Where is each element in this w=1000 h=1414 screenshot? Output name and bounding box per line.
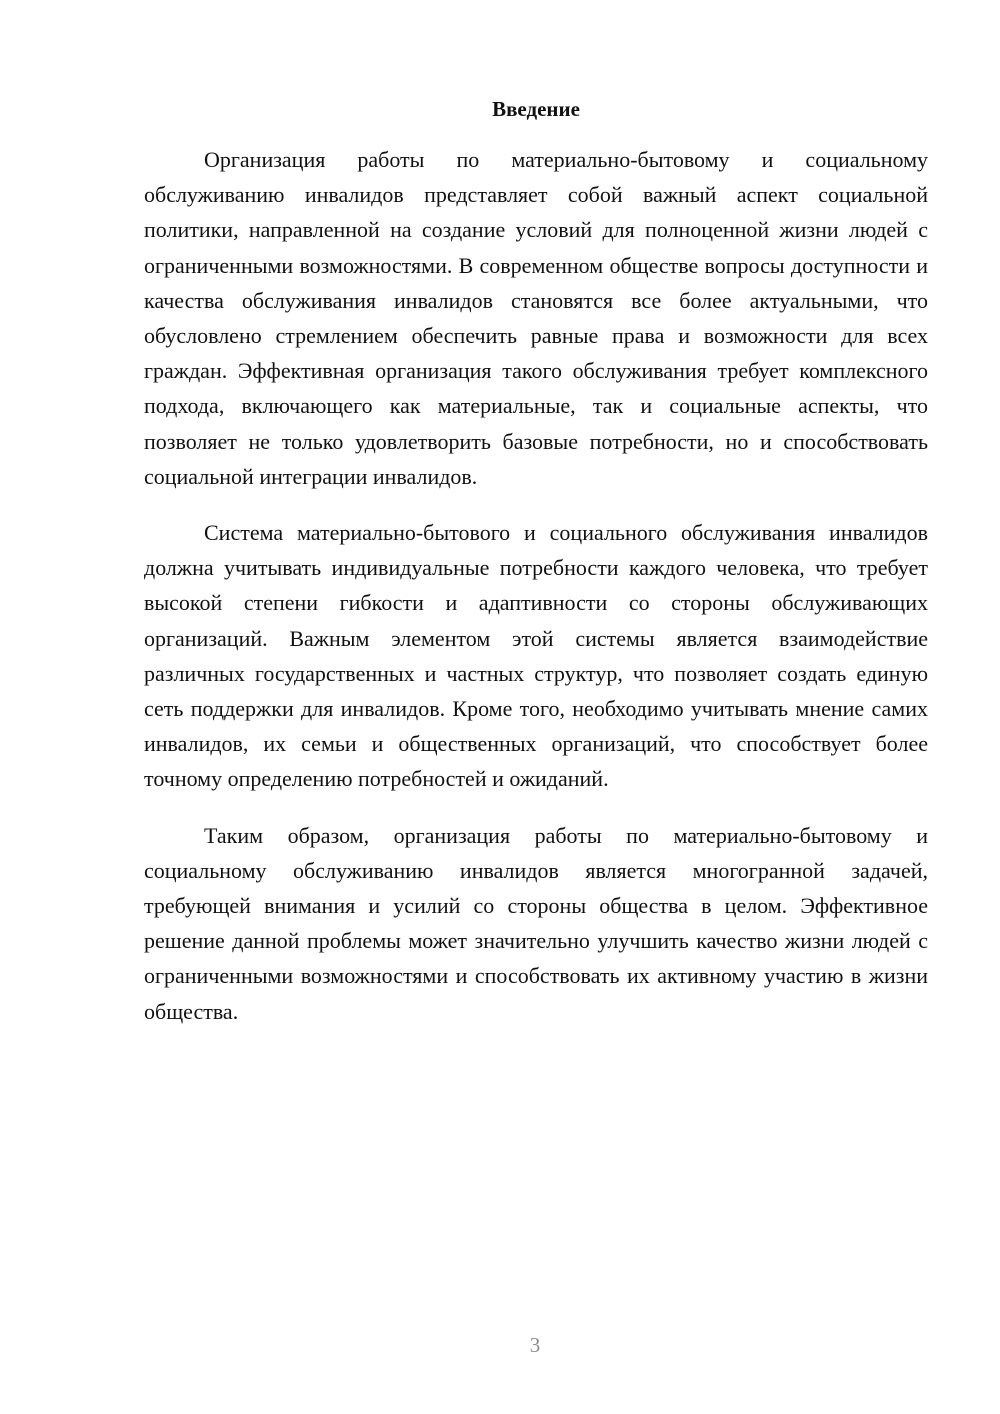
paragraph-intro: Организация работы по материально-бытовому и социальному обслуживанию инвалидов представляет собой важный аспект социальной политики, направленной на создание условий для полноценной жизни людей с ограниченными возможностями. В современном обществе вопросы доступности и качества обслуживания инвалидов становятся все более актуальными, что обусловлено стремлением обеспечить равные права и возможности для всех граждан. Эффективная организация такого обслуживания требует комплексного подхода, включающего как материальные, так и социальные аспекты, что позволяет не только удовлетворить базовые потребности, но и способствовать социальной интеграции инвалидов.: [144, 147, 928, 489]
page-number: 3: [529, 1333, 541, 1357]
paragraph-conclusion: Таким образом, организация работы по материально-бытовому и социальному обслуживанию инвалидов является многогранной задачей, требующей внимания и усилий со стороны общества в целом. Эффективное решение данной проблемы может значительно улучшить качество жизни людей с ограниченными возможностями и способствовать их активному участию в жизни общества.: [144, 822, 928, 1024]
section-heading: Введение: [492, 97, 580, 121]
page-content: [144, 92, 928, 1029]
paragraph-system: Система материально-бытового и социального обслуживания инвалидов должна учитывать индивидуальные потребности каждого человека, что требует высокой степени гибкости и адаптивности со стороны обслуживающих организаций. Важным элементом этой системы является взаимодействие различных государственных и частных структур, что позволяет создать единую сеть поддержки для инвалидов. Кроме того, необходимо учитывать мнение самих инвалидов, их семьи и общественных организаций, что способствует более точному определению потребностей и ожиданий.: [144, 520, 928, 792]
